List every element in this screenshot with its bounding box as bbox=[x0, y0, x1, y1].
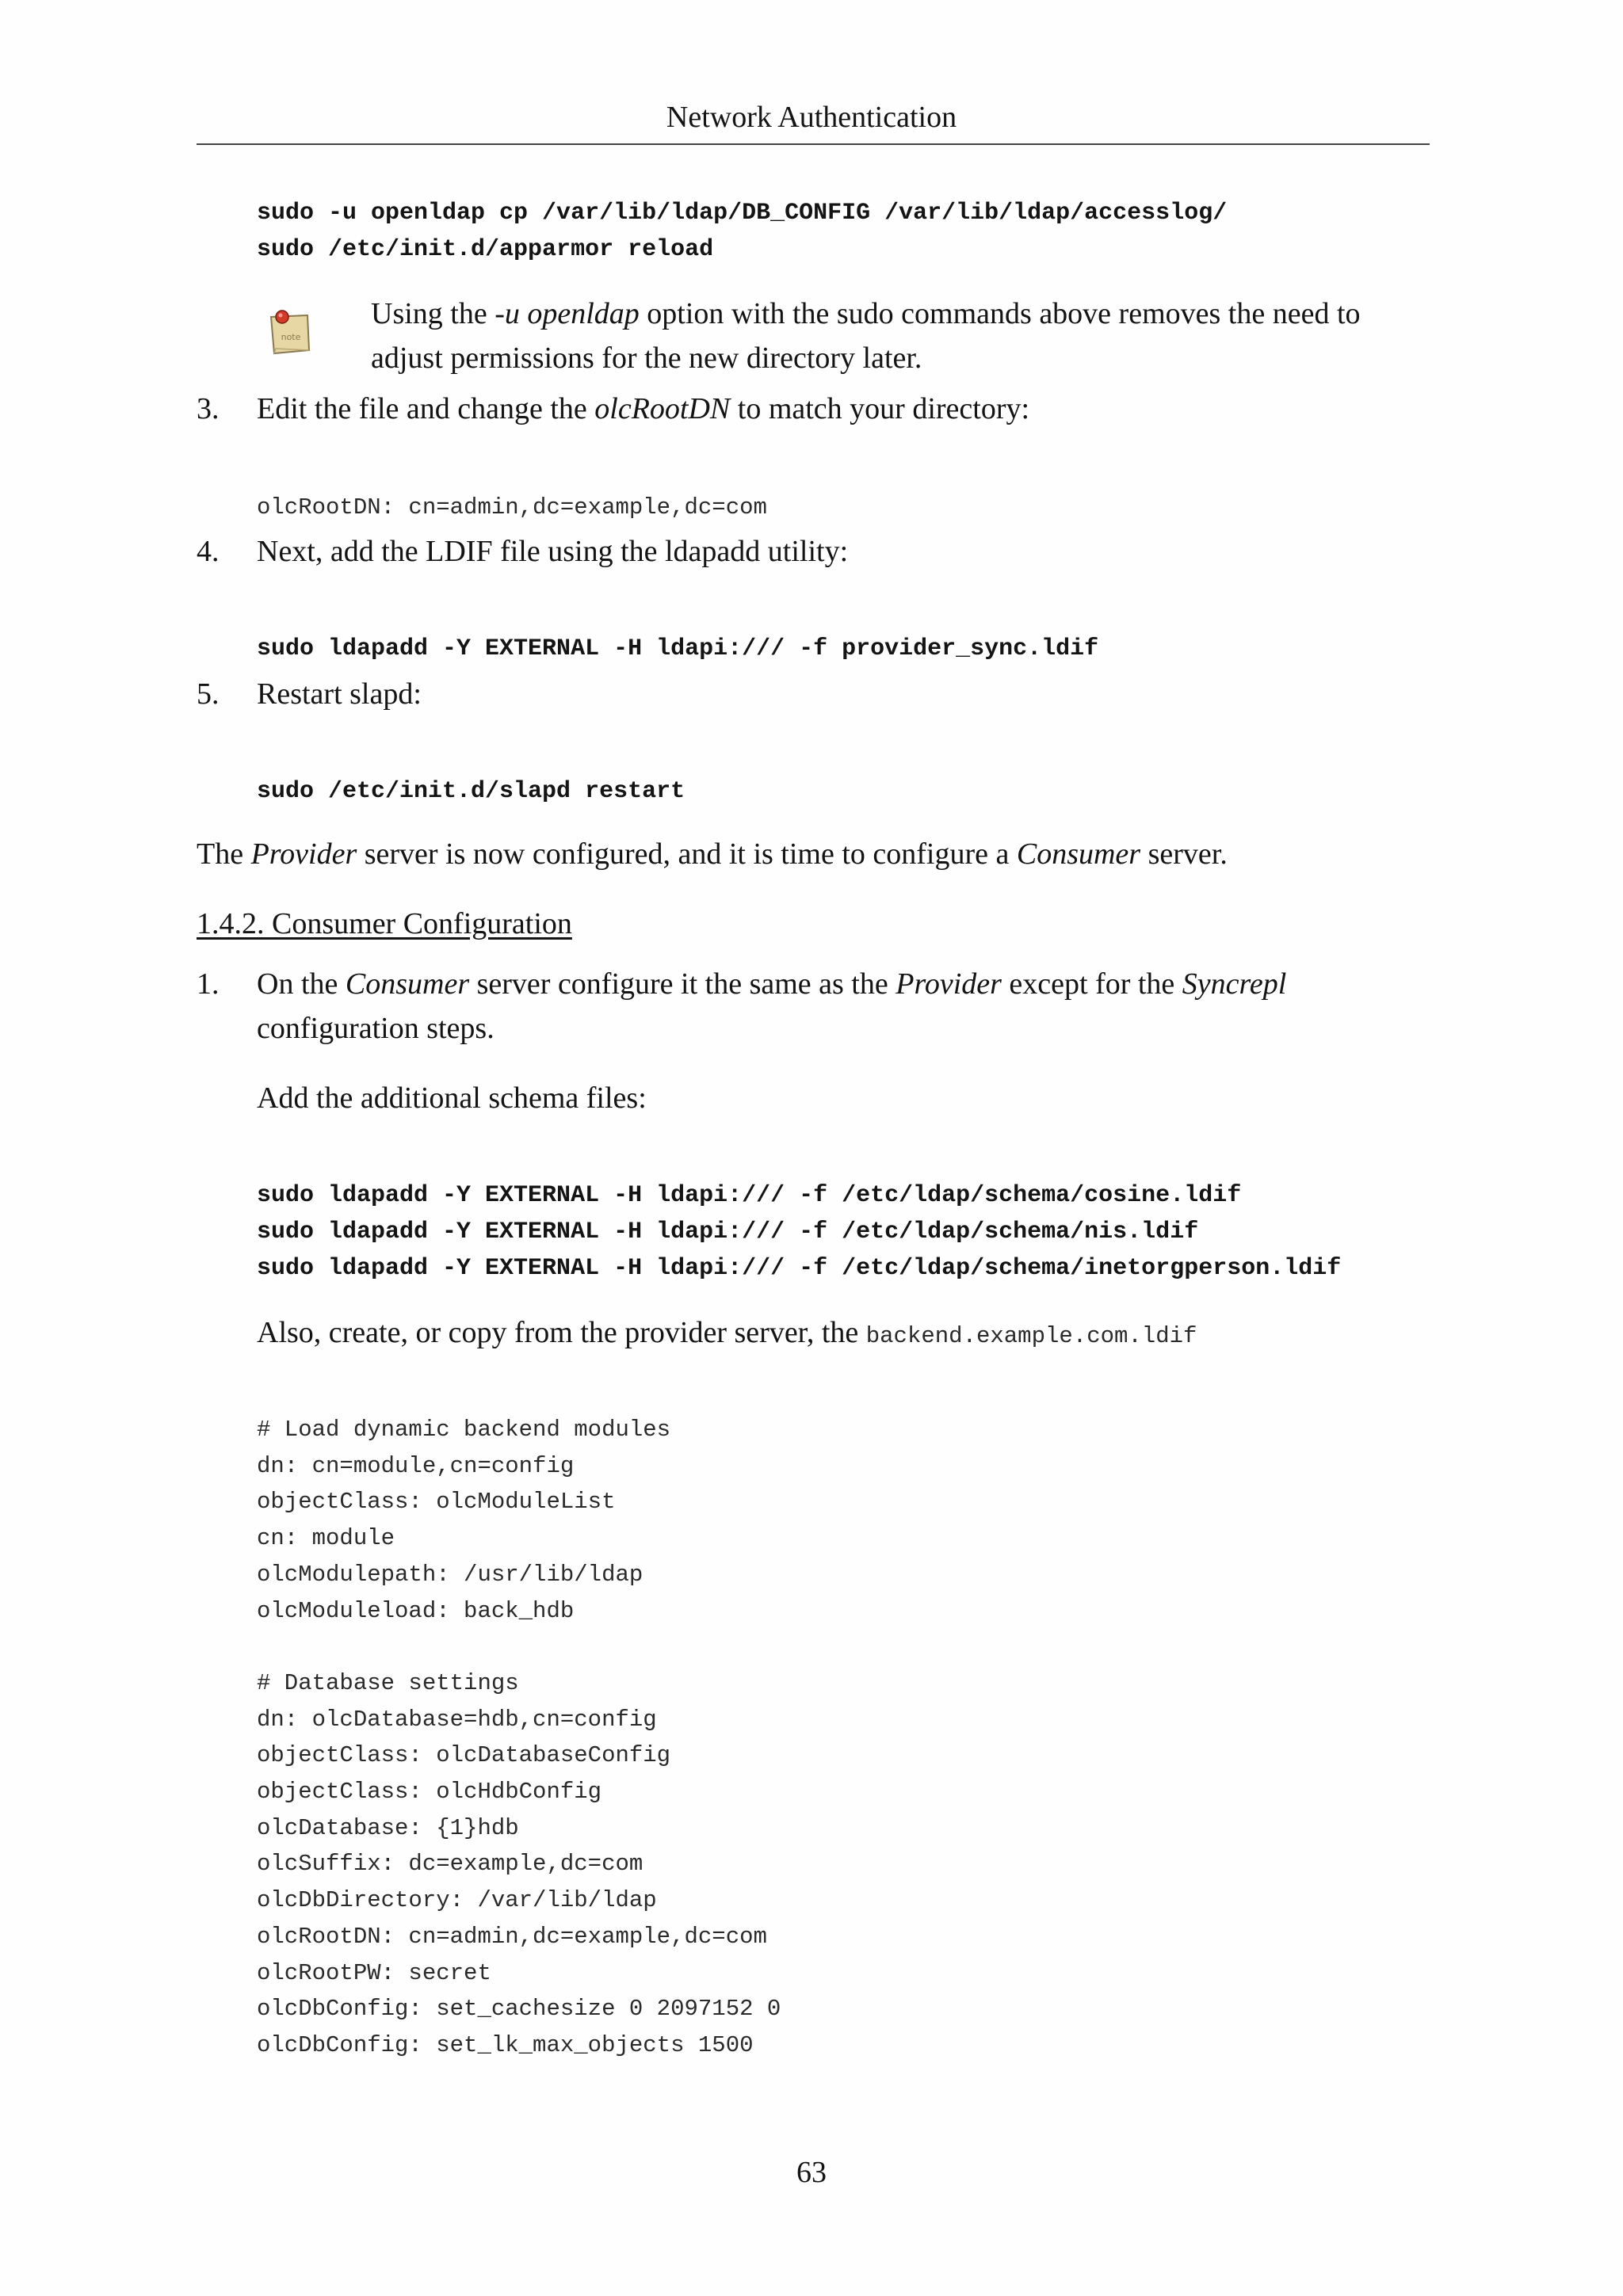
code-line: olcSuffix: dc=example,dc=com bbox=[257, 1851, 643, 1878]
step-number: 5. bbox=[197, 677, 220, 711]
page-number: 63 bbox=[796, 2156, 827, 2189]
code-line: dn: cn=module,cn=config bbox=[257, 1452, 575, 1479]
step-number: 4. bbox=[197, 535, 220, 568]
code-line: olcModulepath: /usr/lib/ldap bbox=[257, 1561, 643, 1588]
step-text: Edit the file and change the olcRootDN to match your directory: bbox=[257, 392, 1030, 425]
code-line: sudo ldapadd -Y EXTERNAL -H ldapi:/// -f provider_sync.ldif bbox=[257, 635, 1099, 662]
code-line: sudo ldapadd -Y EXTERNAL -H ldapi:/// -f /etc/ldap/schema/nis.ldif bbox=[257, 1219, 1199, 1245]
code-line: olcDatabase: {1}hdb bbox=[257, 1814, 519, 1841]
header-rule bbox=[197, 143, 1430, 145]
paragraph: The Provider server is now configured, and it is time to configure a Consumer server. bbox=[197, 837, 1228, 871]
code-line: olcRootDN: cn=admin,dc=example,dc=com bbox=[257, 494, 767, 521]
code-line: cn: module bbox=[257, 1525, 395, 1552]
code-line: objectClass: olcModuleList bbox=[257, 1489, 616, 1516]
step-number: 3. bbox=[197, 392, 220, 425]
code-line: objectClass: olcHdbConfig bbox=[257, 1779, 602, 1806]
step-text: Next, add the LDIF file using the ldapadd utility: bbox=[257, 535, 849, 568]
paragraph: Add the additional schema files: bbox=[257, 1081, 647, 1115]
code-line: olcRootDN: cn=admin,dc=example,dc=com bbox=[257, 1923, 767, 1950]
inline-code: backend.example.com.ldif bbox=[865, 1323, 1197, 1349]
code-line bbox=[257, 1629, 781, 1665]
code-line: sudo -u openldap cp /var/lib/ldap/DB_CONFIG /var/lib/ldap/accesslog/ bbox=[257, 200, 1228, 227]
code-line: dn: olcDatabase=hdb,cn=config bbox=[257, 1706, 657, 1733]
note-text-line-1: Using the -u openldap option with the sudo commands above removes the need to bbox=[371, 297, 1361, 330]
code-line: sudo ldapadd -Y EXTERNAL -H ldapi:/// -f /etc/ldap/schema/inetorgperson.ldif bbox=[257, 1255, 1342, 1282]
code-line: # Load dynamic backend modules bbox=[257, 1417, 671, 1443]
note-icon bbox=[266, 306, 314, 358]
note-text-line-2: adjust permissions for the new directory later. bbox=[371, 341, 922, 375]
code-line: sudo ldapadd -Y EXTERNAL -H ldapi:/// -f /etc/ldap/schema/cosine.ldif bbox=[257, 1182, 1242, 1209]
ldif-code-block bbox=[257, 1412, 781, 2064]
code-line: olcDbConfig: set_cachesize 0 2097152 0 bbox=[257, 1996, 781, 2023]
svg-text:note: note bbox=[281, 332, 301, 342]
code-line: # Database settings bbox=[257, 1669, 519, 1696]
paragraph: Also, create, or copy from the provider server, the backend.example.com.ldif bbox=[257, 1316, 1197, 1349]
code-line: sudo /etc/init.d/slapd restart bbox=[257, 778, 685, 805]
code-line: olcDbConfig: set_lk_max_objects 1500 bbox=[257, 2031, 754, 2058]
code-line: objectClass: olcDatabaseConfig bbox=[257, 1742, 671, 1769]
running-header: Network Authentication bbox=[666, 101, 957, 134]
code-line: olcDbDirectory: /var/lib/ldap bbox=[257, 1887, 657, 1914]
step-text: Restart slapd: bbox=[257, 677, 422, 711]
section-heading: 1.4.2. Consumer Configuration bbox=[197, 907, 572, 940]
code-line: sudo /etc/init.d/apparmor reload bbox=[257, 236, 714, 263]
step-text: On the Consumer server configure it the same as the Provider except for the Syncrepl bbox=[257, 967, 1287, 1001]
code-line: olcModuleload: back_hdb bbox=[257, 1597, 575, 1624]
step-text-line-2: configuration steps. bbox=[257, 1012, 495, 1045]
code-line: olcRootPW: secret bbox=[257, 1959, 491, 1986]
step-number: 1. bbox=[197, 967, 220, 1001]
